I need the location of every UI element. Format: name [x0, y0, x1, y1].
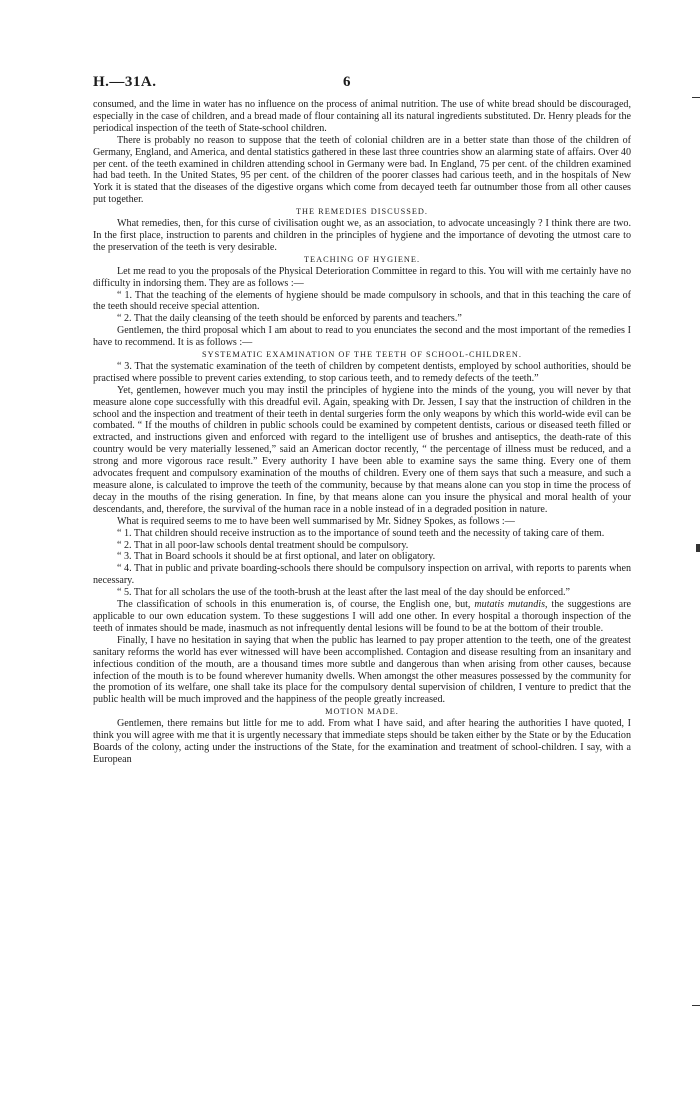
- quoted-proposal: “ 2. That the daily cleansing of the teeth should be enforced by parents and teachers.”: [117, 313, 462, 325]
- paragraph: There is probably no reason to suppose that the teeth of colonial children are in a better state than those of the children of Germany, England, and America, and dental statistics gathered in these last three countries show an alarming state of affairs. Over 40 per cent. of the teeth examined in children attending school in Germany were bad. In England, 75 per cent. of the children examined had bad teeth. In the United States, 95 per cent. of the children of the poorer classes had carious teeth, and in the hospitals of New York it is stated that the diseases of the digestive organs which come from decayed teeth far outnumber those from all other causes put together.: [93, 134, 631, 206]
- paragraph: Finally, I have no hesitation in saying that when the public has learned to pay proper attention to the teeth, one of the greatest sanitary reforms the world has ever witnessed will have been accomplished. Contagion and disease resulting from an insanitary and infectious condition of the mouth, are a thousand times more subtle and dangerous than when arising from other causes, because infection of the mouth is to be found wherever humanity dwells. When amongst the other measures possessed by the community for the promotion of its welfare, one shall take its place for the compulsory dental supervision of children, I venture to predict that the public health will be much improved and the happiness of the people greatly increased.: [93, 634, 631, 706]
- quoted-suggestion: “ 2. That in all poor-law schools dental treatment should be compulsory.: [117, 539, 409, 551]
- quoted-suggestion: “ 4. That in public and private boarding-schools there should be compulsory inspection on arrival, with reports to parents when necessary.: [93, 563, 631, 587]
- paragraph: consumed, and the lime in water has no influence on the process of animal nutrition. The use of white bread should be discouraged, especially in the case of children, and a bread made of flour containing all its natural ingredients substituted. Dr. Henry pleads for the periodical inspection of the teeth of State-school children.: [93, 99, 631, 134]
- quoted-suggestion: “ 5. That for all scholars the use of the tooth-brush at the least after the last meal of the day should be enforced.”: [117, 587, 571, 599]
- section-heading-hygiene: TEACHING OF HYGIENE.: [303, 254, 421, 264]
- quoted-proposal: “ 1. That the teaching of the elements of hygiene should be made compulsory in schools, and that in this teaching the care of the teeth should receive special attention.: [93, 289, 631, 313]
- margin-mark: [692, 1005, 700, 1006]
- section-heading-remedies: THE REMEDIES DISCUSSED.: [295, 207, 429, 217]
- quoted-suggestion: “ 3. That in Board schools it should be at first optional, and later on obligatory.: [117, 551, 436, 563]
- paragraph: Gentlemen, the third proposal which I am about to read to you enunciates the second and the most important of the remedies I have to recommend. It is as follows :—: [93, 325, 631, 349]
- paragraph: Let me read to you the proposals of the Physical Deterioration Committee in regard to this. You will with me certainly have no difficulty in indorsing them. They are as follows :—: [93, 265, 631, 289]
- quoted-proposal: “ 3. That the systematic examination of the teeth of children by competent dentists, employed by school authorities, should be practised where possible to prevent caries extending, to stop carious teeth, and to remedy defects of the teeth.”: [93, 360, 631, 384]
- document-reference: H.—31A.: [93, 74, 157, 90]
- paragraph: Gentlemen, there remains but little for me to add. From what I have said, and after hearing the authorities I have quoted, I think you will agree with me that it is urgently necessary that immediate steps should be taken either by the State or by the Education Boards of the colony, acting under the instructions of the State, for the examination and treatment of school-children. I say, with a European: [93, 718, 632, 765]
- page-number: 6: [343, 74, 351, 90]
- margin-mark: [692, 97, 700, 98]
- paragraph: What remedies, then, for this curse of civilisation ought we, as an association, to advocate unceasingly ? I think there are two. In the first place, instruction to parents and children in the principles of hygiene and the importance of devoting the utmost care to the preservation of the teeth is very desirable.: [93, 218, 631, 253]
- section-heading-examination: SYSTEMATIC EXAMINATION OF THE TEETH OF SCHOOL-CHILDREN.: [202, 350, 522, 360]
- paragraph: What is required seems to me to have been well summarised by Mr. Sidney Spokes, as follows :—: [117, 515, 515, 527]
- page-header: [93, 74, 633, 94]
- quoted-suggestion: “ 1. That children should receive instruction as to the importance of sound teeth and the necessity of taking care of them.: [117, 527, 605, 539]
- text-run: The classification of schools in this enumeration is, of course, the English one, but,: [117, 599, 475, 611]
- document-body: [93, 99, 631, 766]
- text-run: , the suggestions are applicable to our own education system. To these suggestions I will add one other. In every hospital a thorough inspection of the teeth of inmates should be made, inasmuch as not infrequently dental lesions will be found to be at the bottom of their trouble.: [93, 599, 631, 634]
- paragraph-classification: [93, 599, 631, 635]
- margin-mark: [696, 544, 700, 552]
- italic-phrase: mutatis mutandis: [474, 599, 545, 611]
- paragraph: Yet, gentlemen, however much you may instil the principles of hygiene into the minds of the young, you will never by that measure alone cope successfully with this dreadful evil. Again, speaking with Dr. Jessen, I say that the instruction of children in the school and the inspection and treatment of their teeth in dental surgeries form the only weapons by which this world-wide evil can be combated. “ If the mouths of children in public schools could be examined by competent dentists, carious or diseased teeth filled or extracted, and instructions given and enforced with regard to the intelligent use of brushes and antiseptics, the death-rate of this country would be very materially lessened,” said an American doctor recently, “ the percentage of illness must be reduced, and a strong and more vigorous race result.” Every authority I have been able to examine says the same thing. Every one of them advocates frequent and compulsory examination of the mouths of children. Every one of them says that such a measure, and such a measure alone, is calculated to improve the teeth of the community, because by that means alone can you stop in time the process of decay in the mouths of the rising generation. In fine, by that means alone can you insure the physical and moral health of your descendants, and, therefore, the survival of the human race in a noble instead of in a degraded position in nature.: [93, 384, 631, 515]
- section-heading-motion: MOTION MADE.: [325, 707, 399, 717]
